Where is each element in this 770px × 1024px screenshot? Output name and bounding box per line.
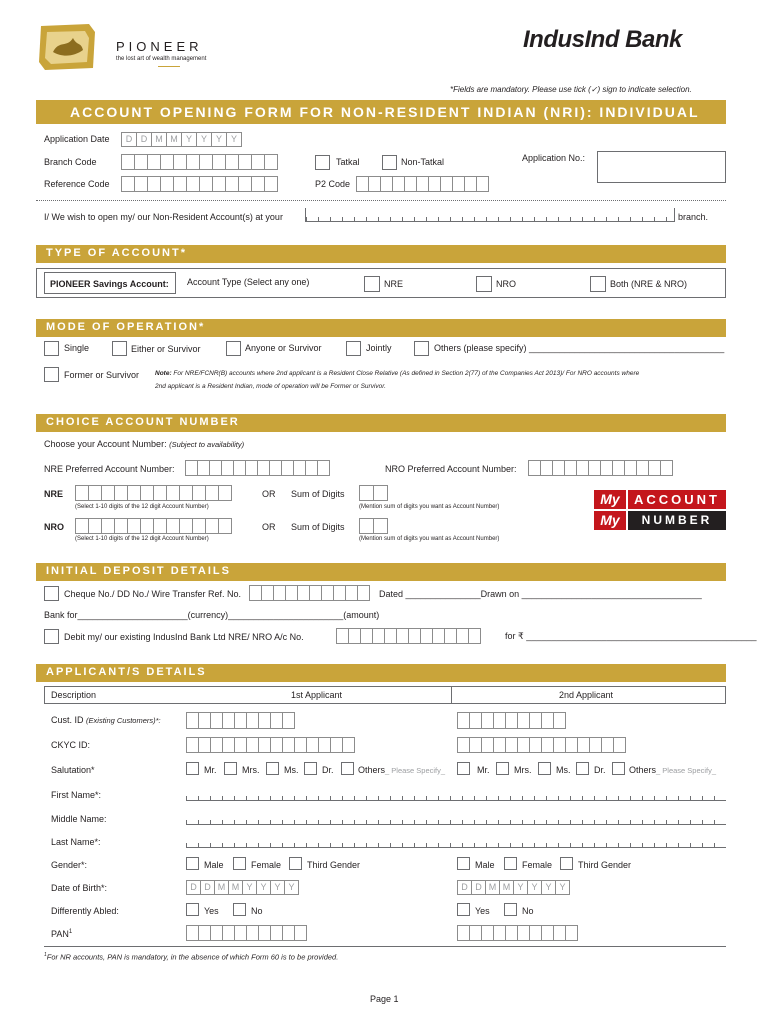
- salutation-mrs-checkbox-1[interactable]: [224, 762, 237, 775]
- salutation-mr-checkbox-2[interactable]: [457, 762, 470, 775]
- choose-note: (Subject to availability): [169, 440, 245, 449]
- cust-id-field-1[interactable]: [186, 712, 294, 729]
- second-applicant-heading: 2nd Applicant: [559, 690, 614, 700]
- last-name-label: Last Name*:: [51, 837, 101, 847]
- my-account-number-badge: [594, 490, 726, 530]
- cheque-no-field[interactable]: [249, 585, 369, 601]
- pan-field-2[interactable]: [457, 925, 577, 941]
- gender-third-checkbox-1[interactable]: [289, 857, 302, 870]
- non-tatkal-checkbox[interactable]: [382, 155, 397, 170]
- others-text-2: Others: [629, 765, 657, 775]
- choice-account-heading-bar: [36, 414, 726, 432]
- type-of-account-heading-bar: [36, 245, 726, 263]
- divider: [36, 200, 726, 201]
- nro-checkbox[interactable]: [476, 276, 492, 292]
- gender-male-checkbox-2[interactable]: [457, 857, 470, 870]
- debit-checkbox[interactable]: [44, 629, 59, 644]
- date-cell[interactable]: M: [166, 132, 182, 147]
- salutation-label: Salutation*: [51, 765, 95, 775]
- differently-abled-no-checkbox-1[interactable]: [233, 903, 246, 916]
- p2-code-field[interactable]: [356, 176, 488, 192]
- differently-abled-yes-checkbox-2[interactable]: [457, 903, 470, 916]
- gender-third-label-2: Third Gender: [578, 860, 632, 870]
- branch-code-field[interactable]: [121, 154, 277, 170]
- ckyc-label: CKYC ID:: [51, 740, 91, 750]
- single-checkbox[interactable]: [44, 341, 59, 356]
- cust-id-note: (Existing Customers)*:: [86, 716, 161, 725]
- form-title: ACCOUNT OPENING FORM FOR NON-RESIDENT INDIAN (NRI): INDIVIDUAL: [70, 104, 700, 120]
- nre-sum-field[interactable]: [359, 485, 387, 501]
- pan-field-1[interactable]: [186, 925, 306, 941]
- reference-code-label: Reference Code: [44, 179, 110, 189]
- dated-drawn-on-line[interactable]: Dated _______________Drawn on ____________________________________: [379, 589, 702, 599]
- first-name-field[interactable]: [186, 787, 726, 801]
- date-cell[interactable]: D: [136, 132, 152, 147]
- dob-field-1[interactable]: D D M M Y Y Y Y: [186, 880, 298, 895]
- salutation-mr-label-2: Mr.: [477, 765, 490, 775]
- mode-of-operation-heading: MODE OF OPERATION*: [46, 321, 206, 333]
- description-label: Description: [51, 690, 97, 700]
- mode-of-operation-heading-bar: [36, 319, 726, 337]
- initial-deposit-heading: INITIAL DEPOSIT DETAILS: [46, 565, 231, 577]
- cust-id-label: [51, 715, 161, 726]
- nro-select-note: (Select 1-10 digits of the 12 digit Account Number): [75, 536, 209, 542]
- salutation-dr-label-2: Dr.: [594, 765, 606, 775]
- either-or-survivor-label: Either or Survivor: [131, 344, 201, 354]
- gender-third-label-1: Third Gender: [307, 860, 361, 870]
- date-cell[interactable]: Y: [196, 132, 212, 147]
- nro-option-label: NRO: [496, 279, 516, 289]
- pan-text: PAN: [51, 929, 69, 939]
- application-no-label: Application No.:: [522, 153, 586, 163]
- badge-my-bottom: My: [594, 511, 626, 530]
- pioneer-tagline: the lost art of wealth management: [116, 56, 207, 62]
- gender-male-label-2: Male: [475, 860, 495, 870]
- initial-deposit-heading-bar: [36, 563, 726, 581]
- others-checkbox[interactable]: [414, 341, 429, 356]
- pioneer-underline: [158, 66, 180, 67]
- gender-female-checkbox-2[interactable]: [504, 857, 517, 870]
- middle-name-label: Middle Name:: [51, 814, 107, 824]
- nre-checkbox[interactable]: [364, 276, 380, 292]
- nre-select-note: (Select 1-10 digits of the 12 digit Account Number): [75, 504, 209, 510]
- gender-male-label-1: Male: [204, 860, 224, 870]
- gender-female-checkbox-1[interactable]: [233, 857, 246, 870]
- for-rupee-line[interactable]: for ₹ ______________________________________________: [505, 631, 757, 641]
- bank-name: IndusInd Bank: [523, 26, 682, 53]
- note-label: Note:: [155, 370, 172, 377]
- nro-or-label: OR: [262, 522, 276, 532]
- differently-abled-label: Differently Abled:: [51, 906, 119, 916]
- middle-name-field[interactable]: [186, 811, 726, 825]
- gender-third-checkbox-2[interactable]: [560, 857, 573, 870]
- first-name-label: First Name*:: [51, 790, 102, 800]
- pan-superscript: 1: [68, 929, 73, 935]
- note-text: For NRE/FCNR(B) accounts where 2nd applicant is a Resident Close Relative (As defined in Section 2(77) of the Companies Act 2013)/ For NRO accounts where: [171, 370, 640, 377]
- date-cell[interactable]: Y: [211, 132, 227, 147]
- badge-number: NUMBER: [628, 511, 726, 530]
- salutation-dr-checkbox-1[interactable]: [304, 762, 317, 775]
- please-specify-1[interactable]: _ Please Specify_: [385, 766, 446, 775]
- salutation-others-label-2: [629, 765, 716, 776]
- savings-label: PIONEER Savings Account:: [50, 279, 169, 289]
- p2-code-label: P2 Code: [315, 179, 351, 189]
- nre-mention-note: (Mention sum of digits you want as Account Number): [359, 504, 500, 510]
- anyone-or-survivor-label: Anyone or Survivor: [245, 343, 322, 353]
- applicant-table-bottom: [44, 946, 726, 947]
- mode-note-line-1: [155, 370, 639, 377]
- mode-note-line-2: 2nd applicant is a Resident Indian, mode of operation will be Former or Survivor.: [155, 383, 386, 390]
- differently-abled-no-label-2: No: [522, 906, 534, 916]
- applicants-table-header: [44, 686, 726, 704]
- nro-sum-label: Sum of Digits: [291, 522, 345, 532]
- gender-male-checkbox-1[interactable]: [186, 857, 199, 870]
- debit-label: Debit my/ our existing IndusInd Bank Ltd NRE/ NRO A/c No.: [64, 632, 304, 642]
- nre-digits-field[interactable]: [75, 485, 231, 501]
- page-number: Page 1: [370, 994, 399, 1004]
- tatkal-checkbox[interactable]: [315, 155, 330, 170]
- salutation-ms-label-2: Ms.: [556, 765, 571, 775]
- badge-my-top: My: [594, 490, 626, 509]
- badge-account: ACCOUNT: [628, 490, 726, 509]
- nre-option-label: NRE: [384, 279, 404, 289]
- dob-field-2[interactable]: D D M M Y Y Y Y: [457, 880, 569, 895]
- salutation-others-label-1: [358, 765, 445, 776]
- choice-account-heading: CHOICE ACCOUNT NUMBER: [46, 416, 240, 428]
- ckyc-field-2[interactable]: [457, 737, 625, 753]
- applicants-heading-bar: [36, 664, 726, 682]
- single-label: Single: [64, 343, 90, 353]
- anyone-or-survivor-checkbox[interactable]: [226, 341, 241, 356]
- salutation-mrs-label-1: Mrs.: [242, 765, 260, 775]
- differently-abled-no-checkbox-2[interactable]: [504, 903, 517, 916]
- nre-preferred-field[interactable]: [185, 460, 329, 476]
- salutation-ms-checkbox-2[interactable]: [538, 762, 551, 775]
- nro-preferred-label: NRO Preferred Account Number:: [385, 464, 517, 474]
- date-cell[interactable]: D: [121, 132, 137, 147]
- application-date-label: Application Date: [44, 134, 110, 144]
- both-option-label: Both (NRE & NRO): [610, 279, 688, 289]
- others-text-1: Others: [358, 765, 386, 775]
- differently-abled-yes-label-2: Yes: [475, 906, 490, 916]
- salutation-others-checkbox-2[interactable]: [612, 762, 625, 775]
- jointly-checkbox[interactable]: [346, 341, 361, 356]
- nre-sum-label: Sum of Digits: [291, 489, 345, 499]
- nre-preferred-label: NRE Preferred Account Number:: [44, 464, 175, 474]
- dob-label: Date of Birth*:: [51, 883, 108, 893]
- salutation-mr-checkbox-1[interactable]: [186, 762, 199, 775]
- salutation-ms-checkbox-1[interactable]: [266, 762, 279, 775]
- pan-footnote-text: For NR accounts, PAN is mandatory, in the absence of which Form 60 is to be provided.: [46, 952, 339, 962]
- jointly-label: Jointly: [366, 343, 392, 353]
- salutation-mrs-checkbox-2[interactable]: [496, 762, 509, 775]
- pioneer-logo: [37, 22, 99, 72]
- applicants-heading: APPLICANT/S DETAILS: [46, 666, 207, 678]
- nre-choice-label: NRE: [44, 489, 64, 499]
- pan-footnote: [44, 953, 338, 962]
- salutation-mr-label-1: Mr.: [204, 765, 217, 775]
- wish-text: I/ We wish to open my/ our Non-Resident Account(s) at your: [44, 212, 283, 222]
- non-tatkal-label: Non-Tatkal: [401, 157, 445, 167]
- last-name-field[interactable]: [186, 834, 726, 848]
- header-divider: [451, 686, 452, 704]
- gender-female-label-2: Female: [522, 860, 553, 870]
- first-applicant-heading: 1st Applicant: [291, 690, 343, 700]
- nre-or-label: OR: [262, 489, 276, 499]
- pan-label: [51, 929, 72, 939]
- branch-name-field[interactable]: [305, 208, 675, 222]
- choose-label: Choose your Account Number:: [44, 439, 167, 449]
- gender-female-label-1: Female: [251, 860, 282, 870]
- both-checkbox[interactable]: [590, 276, 606, 292]
- ckyc-field-1[interactable]: [186, 737, 354, 753]
- nro-digits-field[interactable]: [75, 518, 231, 534]
- debit-account-field[interactable]: [336, 628, 480, 644]
- type-of-account-heading: TYPE OF ACCOUNT*: [46, 247, 187, 259]
- bank-for-line[interactable]: Bank for______________________(currency)_______________________(amount): [44, 610, 380, 620]
- differently-abled-no-label-1: No: [251, 906, 263, 916]
- others-label[interactable]: Others (please specify) _______________________________________: [434, 343, 725, 353]
- account-type-label: Account Type (Select any one): [187, 277, 310, 287]
- either-or-survivor-checkbox[interactable]: [112, 341, 127, 356]
- mandatory-note: *Fields are mandatory. Please use tick (✓) sign to indicate selection.: [450, 85, 692, 94]
- former-or-survivor-checkbox[interactable]: [44, 367, 59, 382]
- former-or-survivor-label: Former or Survivor: [64, 370, 140, 380]
- date-cell[interactable]: Y: [226, 132, 242, 147]
- nro-choice-label: NRO: [44, 522, 64, 532]
- application-no-field[interactable]: [597, 151, 726, 183]
- branch-code-label: Branch Code: [44, 157, 97, 167]
- salutation-dr-label-1: Dr.: [322, 765, 334, 775]
- salutation-ms-label-1: Ms.: [284, 765, 299, 775]
- salutation-dr-checkbox-2[interactable]: [576, 762, 589, 775]
- salutation-mrs-label-2: Mrs.: [514, 765, 532, 775]
- pan-footnote-marker: 1: [44, 952, 47, 958]
- cheque-label: Cheque No./ DD No./ Wire Transfer Ref. No.: [64, 589, 242, 599]
- choose-account-line: [44, 439, 244, 450]
- nro-mention-note: (Mention sum of digits you want as Account Number): [359, 536, 500, 542]
- cust-id-field-2[interactable]: [457, 712, 565, 729]
- reference-code-field[interactable]: [121, 176, 277, 192]
- branch-label: branch.: [678, 212, 709, 222]
- differently-abled-yes-label-1: Yes: [204, 906, 219, 916]
- salutation-others-checkbox-1[interactable]: [341, 762, 354, 775]
- pioneer-brand: PIONEER: [116, 39, 203, 54]
- please-specify-2[interactable]: _ Please Specify_: [656, 766, 717, 775]
- tatkal-label: Tatkal: [336, 157, 360, 167]
- application-date-field[interactable]: [121, 132, 241, 147]
- form-title-bar: [36, 100, 726, 124]
- date-cell[interactable]: M: [151, 132, 167, 147]
- gender-label: Gender*:: [51, 860, 88, 870]
- cheque-checkbox[interactable]: [44, 586, 59, 601]
- differently-abled-yes-checkbox-1[interactable]: [186, 903, 199, 916]
- cust-id-text: Cust. ID: [51, 715, 84, 725]
- date-cell[interactable]: Y: [181, 132, 197, 147]
- nro-preferred-field[interactable]: [528, 460, 672, 476]
- nro-sum-field[interactable]: [359, 518, 387, 534]
